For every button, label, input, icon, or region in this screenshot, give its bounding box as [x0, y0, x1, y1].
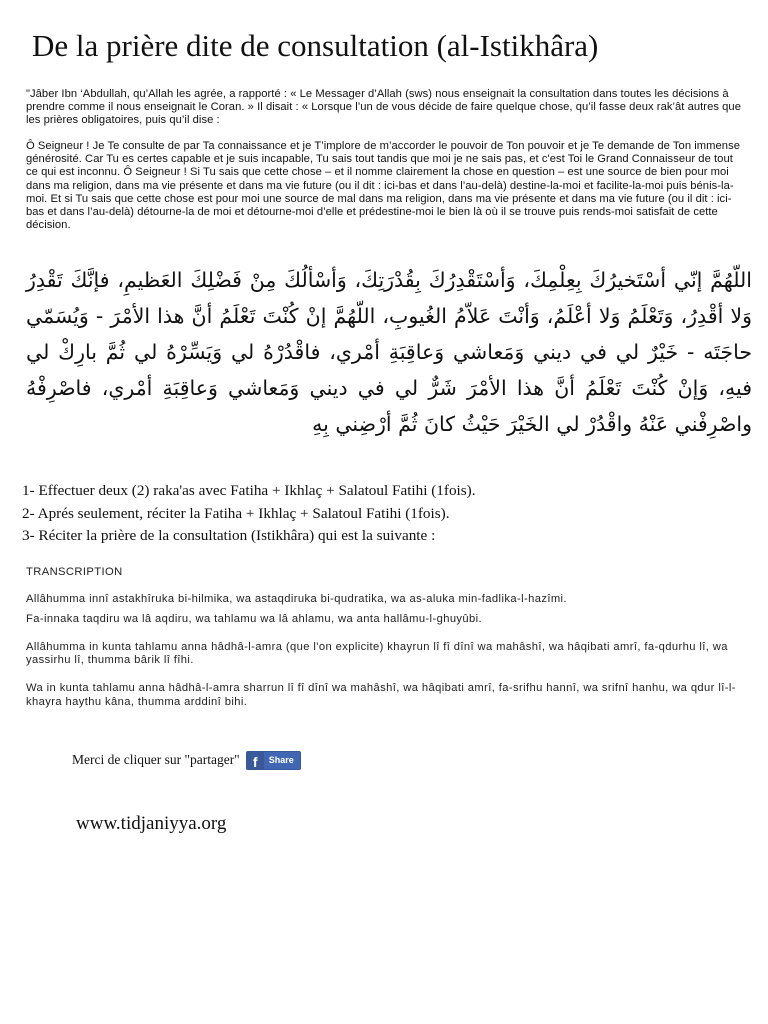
transcription-paragraph: Fa-innaka taqdiru wa lâ aqdiru, wa tahlamu wa lâ ahlamu, wa anta hallâmu-l-ghuyûbi. — [26, 613, 483, 626]
step-item: 3- Réciter la prière de la consultation (Istikhâra) qui est la suivante : — [22, 527, 436, 544]
step-item: 2- Aprés seulement, réciter la Fatiha + Ikhlaç + Salatoul Fatihi (1fois). — [22, 504, 450, 522]
share-button[interactable] — [246, 751, 301, 770]
steps-list — [22, 480, 752, 548]
share-prompt: Merci de cliquer sur "partager" — [72, 752, 240, 767]
transcription-paragraph: Allâhumma innî astakhîruka bi-hilmika, wa astaqdiruka bi-qudratika, wa as-aluka min-fadlika-l-hazîmi. — [26, 592, 567, 605]
share-button-label: Share — [268, 755, 294, 765]
transcription-heading: TRANSCRIPTION — [26, 566, 123, 578]
facebook-icon: f — [247, 752, 264, 769]
step-item: 1- Effectuer deux (2) raka'as avec Fatiha + Ikhlaç + Salatoul Fatihi (1fois). — [22, 482, 476, 499]
hadith-paragraph: "Jâber Ibn ‘Abdullah, qu’Allah les agrée, a rapporté : « Le Messager d’Allah (sws) nous enseignait la consultation dans toutes les décisions à prendre comme il nous enseignait le Coran. » Il disait : « Lorsque l’un de vous décide de faire quelque chose, qu’il fasse deux rak’ât autres que les prières obligatoires, puis qu’il dise : — [26, 88, 741, 127]
arabic-prayer-text: اللّهُمَّ إنّي أسْتَخيرُكَ بِعِلْمِكَ، وَأسْتَقْدِرُكَ بِقُدْرَتِكَ، وَأسْألُكَ مِنْ فَضْلِكَ العَظيمِ، فإنَّكَ تَقْدِرُ وَلا أقْدِرُ، وَتَعْلَمُ وَلا أعْلَمُ، وَأنْتَ عَلاّمُ الغُيوبِ، اللّهُمَّ إنْ كُنْتَ تَعْلَمُ أنَّ هذا الأمْرَ - وَيُسَمّي حاجَتَه - خَيْرٌ لي في ديني وَمَعاشي وَعاقِبَةِ أمْري، فاقْدُرْهُ لي وَيَسِّرْهُ لي ثُمَّ بارِكْ لي فيهِ، وَإنْ كُنْتَ تَعْلَمُ أنَّ هذا الأمْرَ شَرٌّ لي في ديني وَمَعاشي وَعاقِبَةِ أمْري، فاصْرِفْهُ واصْرِفْني عَنْهُ واقْدُرْ لي الخَيْرَ حَيْثُ كانَ ثُمَّ أرْضِني بِهِ — [26, 268, 752, 436]
prayer-translation-paragraph: Ô Seigneur ! Je Te consulte de par Ta connaissance et je T’implore de m’accorder le pouvoir de Ton pouvoir et je Te demande de Ton immense générosité. Car Tu es certes capable et je suis incapable, Tu sais tout tandis que moi je ne sais pas, et c'est Toi le Grand Connaisseur de tout ce qui est inconnu. Ô Seigneur ! Si Tu sais que cette chose – et il nomme clairement la chose en question – est une source de bien pour moi dans ma religion, dans ma vie présente et dans ma vie future (ou il dit : ici-bas et dans l’au-delà) destine-la-moi et facilite-la-moi puis bénis-la-moi. Et si Tu sais que cette chose est pour moi une source de mal dans ma religion, dans ma vie présente et dans ma vie future (ou il dit : ici-bas et dans l’au-delà) détourne-la de moi et détourne-moi d’elle et prédestine-moi le bien là où il se trouve puis rends-moi satisfait de cette décision. — [26, 140, 740, 231]
transcription-section — [26, 566, 742, 716]
transcription-paragraph: Wa in kunta tahlamu anna hâdhâ-l-amra sharrun lî fî dînî wa mahâshî, wa hâqibati amrî, fa-srifhu hannî, wa srifnî hanhu, wa qdur lî-l-khayra haythu kâna, thumma arddinî bihi. — [26, 681, 736, 708]
transcription-paragraph: Allâhumma in kunta tahlamu anna hâdhâ-l-amra (que l'on explicite) khayrun lî fî dînî wa mahâshî, wa hâqibati amrî, fa-qdurhu lî, wa yassirhu lî, thumma bârik lî fîhi. — [26, 640, 728, 667]
website-link[interactable]: www.tidjaniyya.org — [76, 813, 227, 834]
share-row — [72, 750, 301, 770]
intro-text — [26, 88, 742, 245]
page-title: De la prière dite de consultation (al-Istikhâra) — [32, 28, 599, 63]
